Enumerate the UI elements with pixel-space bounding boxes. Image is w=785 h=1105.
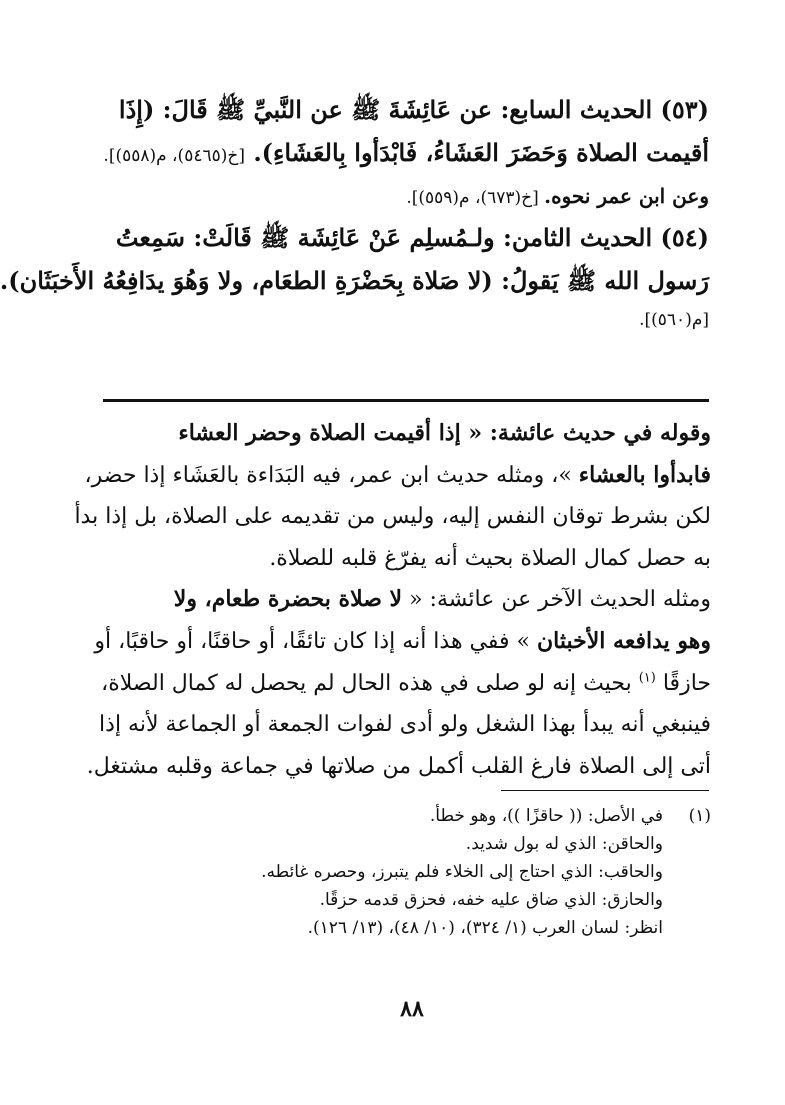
commentary-line [97,579,711,621]
footnote-line [179,802,711,830]
hadith-54-line-1: (٥٤) الحديث الثامن: ولـمُسلِم عَنْ عَائِشَة ﷺ قَالَتْ: سَمِعتُ [115,223,709,252]
hadith-53-line-2 [97,131,709,178]
hadith-53-line-1: (٥٣) الحديث السابع: عن عَائِشَةَ ﷺ عن النَّبيِّ ﷺ قَالَ: (إِذَا [118,95,709,124]
commentary-text: »، ومثله حديث ابن عمر، فيه البَدَاءة بالعَشَاء إذا حضر، [84,462,579,488]
commentary-text: ومثله الحديث الآخر عن عائشة: « [402,587,711,613]
quoted-hadith: إذا أقيمت الصلاة وحضر العشاء [178,420,461,446]
commentary-line: فينبغي أنه يبدأ بهذا الشغل ولو أدى لفوات الجمعة أو الجماعة لأنه إذا [99,712,711,738]
commentary-line [94,621,711,663]
footnote-line: والحازق: الذي ضاق عليه خفه، فحزق قدمه حزقًا. [319,890,663,910]
hadith-section [0,88,709,338]
footnotes-section [179,802,711,942]
footnote-marker[interactable]: (١) [638,670,656,686]
commentary-line: أتى إلى الصلاة فارغ القلب أكمل من صلاتها في جماعة وقلبه مشتغل. [86,753,711,779]
commentary-text: بحيث إنه لو صلى في هذه الحال لم يحصل له كمال الصلاة، [101,670,639,696]
commentary-lead: وقوله في حديث عائشة: « [460,420,711,446]
commentary-text: حازقًا [655,670,711,696]
ibn-umar-reference: [خ(٦٧٣)، م(٥٥٩)]. [406,188,539,208]
commentary-line [97,663,711,705]
footnote-number: (١) [688,806,711,826]
ibn-umar-narration: وعن ابن عمر نحوه. [544,184,709,208]
hadith-53-reference: [خ(٥٤٦٥)، م(٥٥٨)]. [103,146,245,166]
quoted-hadith: لا صلاة بحضرة طعام، ولا [173,586,403,613]
hadith-53-text: أقيمت الصلاة وَحَضَرَ العَشَاءُ، فَابْدَأوا بِالعَشَاءِ). [253,138,709,167]
hadith-53-line-3 [97,178,709,216]
footnote-rule [501,790,709,791]
footnote-text: في الأصل: (( حاقزًا ))، وهو خطأ. [429,806,663,826]
section-divider [103,399,709,402]
quoted-hadith: فابدأوا بالعشاء [578,461,711,488]
footnote-line: والحاقب: الذي احتاج إلى الخلاء فلم يتبرز، وحصره غائطه. [261,862,663,882]
quoted-hadith: وهو يدافعه الأخبثان [536,627,711,654]
hadith-54-line-2: رَسول الله ﷺ يَقولُ: (لا صَلاة بِحَضْرَةِ الطعَام، ولا وَهُوَ يدَافِعُهُ الأَخبَثَان). [0,266,709,295]
commentary-line [97,413,711,455]
footnote-line: والحاقن: الذي له بول شديد. [465,834,663,854]
commentary-line [84,455,711,497]
commentary-line: به حصل كمال الصلاة بحيث أنه يفرّغ قلبه للصلاة. [269,545,711,571]
commentary-text: » ففي هذا أنه إذا كان تائقًا، أو حاقنًا، أو حاقبًا، أو [94,628,537,654]
hadith-54-reference: [م(٥٦٠)]. [639,310,709,330]
commentary-section [74,413,711,787]
page-number: ٨٨ [400,996,424,1022]
commentary-line: لكن بشرط توقان النفس إليه، وليس من تقديمه على الصلاة، بل إذا بدأ [74,504,711,530]
footnote-line: انظر: لسان العرب (١/ ٣٢٤)، (١٠/ ٤٨)، (١٣/ ١٢٦). [307,918,663,938]
